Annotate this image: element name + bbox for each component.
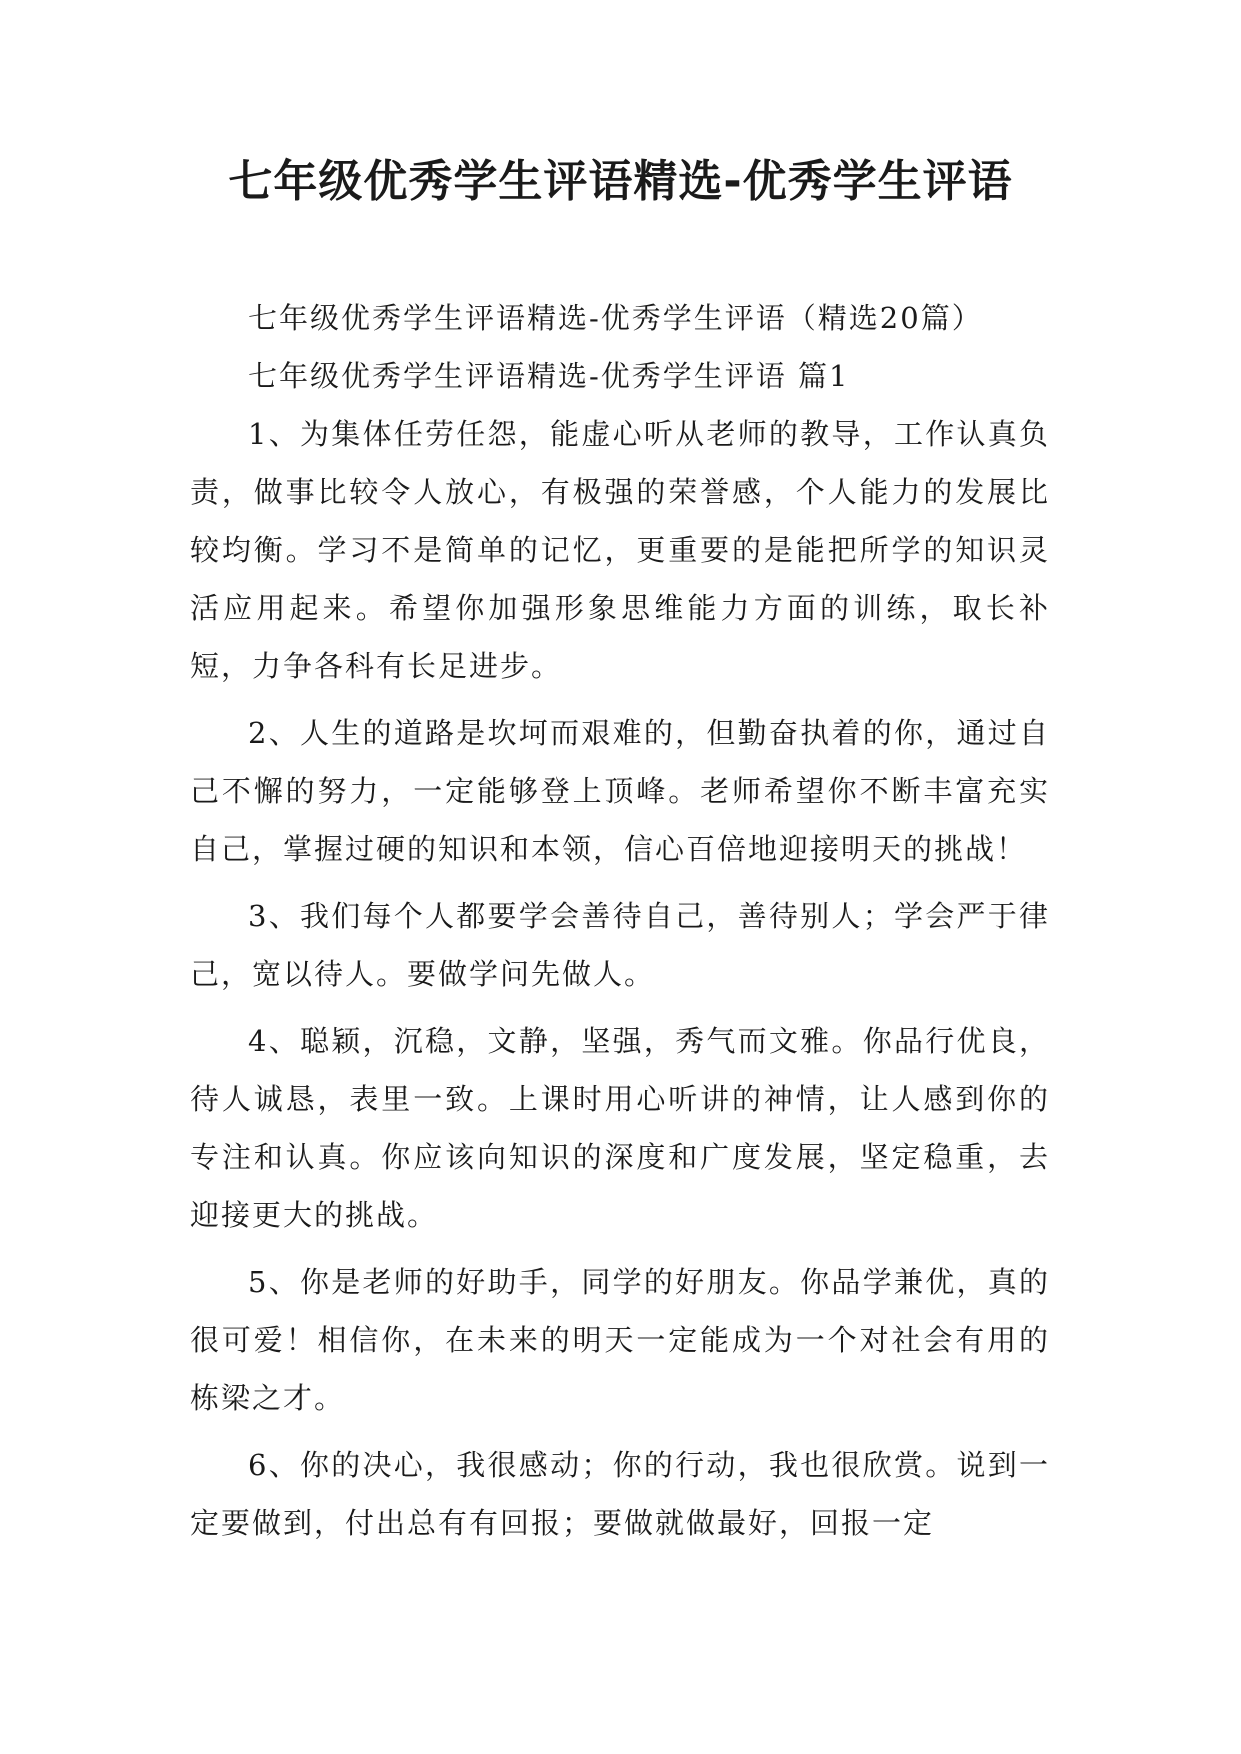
document-subtitle: 七年级优秀学生评语精选-优秀学生评语（精选20篇） <box>248 301 983 335</box>
paragraph-2: 2、人生的道路是坎坷而艰难的，但勤奋执着的你，通过自己不懈的努力，一定能够登上顶峰。老师希望你不断丰富充实自己，掌握过硬的知识和本领，信心百倍地迎接明天的挑战！ <box>190 716 1050 866</box>
document-title: 七年级优秀学生评语精选-优秀学生评语 <box>228 156 1013 207</box>
paragraph-5: 5、你是老师的好助手，同学的好朋友。你品学兼优，真的很可爱！相信你，在未来的明天一定能成为一个对社会有用的栋梁之才。 <box>190 1265 1050 1415</box>
paragraph-1: 1、为集体任劳任怨，能虚心听从老师的教导，工作认真负责，做事比较令人放心，有极强的荣誉感，个人能力的发展比较均衡。学习不是简单的记忆，更重要的是能把所学的知识灵活应用起来。希望你加强形象思维能力方面的训练，取长补短，力争各科有长足进步。 <box>190 417 1050 683</box>
section-heading: 七年级优秀学生评语精选-优秀学生评语 篇1 <box>248 359 850 393</box>
paragraph-3: 3、我们每个人都要学会善待自己，善待别人；学会严于律己，宽以待人。要做学问先做人。 <box>190 899 1050 991</box>
paragraph-4: 4、聪颖，沉稳，文静，坚强，秀气而文雅。你品行优良，待人诚恳，表里一致。上课时用心听讲的神情，让人感到你的专注和认真。你应该向知识的深度和广度发展，坚定稳重，去迎接更大的挑战。 <box>190 1024 1050 1232</box>
document-body <box>190 289 1050 1561</box>
paragraph-6: 6、你的决心，我很感动；你的行动，我也很欣赏。说到一定要做到，付出总有有回报；要做就做最好，回报一定 <box>190 1448 1050 1540</box>
